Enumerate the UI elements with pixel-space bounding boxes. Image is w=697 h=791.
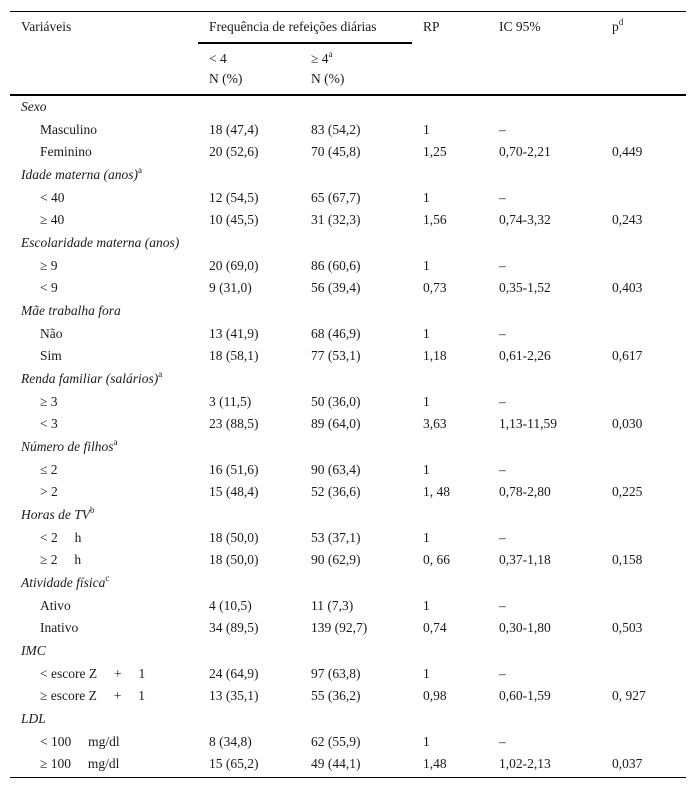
header-variaveis: Variáveis xyxy=(21,19,72,34)
cell-ic: – xyxy=(499,666,506,681)
cell-c2: 52 (36,6) xyxy=(311,484,361,499)
header-frequencia: Frequência de refeições diárias xyxy=(209,19,377,34)
header-ic: IC 95% xyxy=(499,19,541,34)
cell-ic: – xyxy=(499,190,506,205)
cell-ic: – xyxy=(499,122,506,137)
cell-label: Não xyxy=(40,326,63,341)
cell-c1: 13 (35,1) xyxy=(209,688,259,703)
header-p-sup: d xyxy=(618,16,624,27)
cell-rp: 1 xyxy=(423,326,430,341)
cell-c2: 89 (64,0) xyxy=(311,416,361,431)
cell-c1: 24 (64,9) xyxy=(209,666,259,681)
cell-rp: 1,18 xyxy=(423,348,447,363)
cell-rp: 1 xyxy=(423,190,430,205)
cell-c1: 20 (52,6) xyxy=(209,144,259,159)
cell-p: 0,243 xyxy=(612,212,643,227)
cell-rp: 0,74 xyxy=(423,620,447,635)
cell-ic: 0,35-1,52 xyxy=(499,280,551,295)
cell-ic: 0,70-2,21 xyxy=(499,144,551,159)
cell-c1: 8 (34,8) xyxy=(209,734,252,749)
cell-p: 0,225 xyxy=(612,484,643,499)
cell-rp: 1, 48 xyxy=(423,484,450,499)
section-title-sup: a xyxy=(113,436,118,447)
cell-c1: 23 (88,5) xyxy=(209,416,259,431)
cell-c1: 20 (69,0) xyxy=(209,258,259,273)
cell-c2: 31 (32,3) xyxy=(311,212,361,227)
bottom-rule xyxy=(10,777,686,778)
cell-ic: 0,30-1,80 xyxy=(499,620,551,635)
cell-c2: 90 (63,4) xyxy=(311,462,361,477)
cell-rp: 0,73 xyxy=(423,280,447,295)
cell-c2: 90 (62,9) xyxy=(311,552,361,567)
cell-label: Sim xyxy=(40,348,62,363)
cell-label: < 40 xyxy=(40,190,65,205)
cell-rp: 3,63 xyxy=(423,416,447,431)
cell-c1: 12 (54,5) xyxy=(209,190,259,205)
cell-label: ≥ 3 xyxy=(40,394,58,409)
cell-p: 0,403 xyxy=(612,280,643,295)
cell-c1: 18 (58,1) xyxy=(209,348,259,363)
cell-ic: – xyxy=(499,462,506,477)
cell-c1: 16 (51,6) xyxy=(209,462,259,477)
cell-label: ≥ 100 mg/dl xyxy=(40,756,120,771)
cell-label: ≥ 2 h xyxy=(40,552,82,567)
cell-c2: 62 (55,9) xyxy=(311,734,361,749)
cell-c2: 65 (67,7) xyxy=(311,190,361,205)
cell-label: Ativo xyxy=(40,598,71,613)
cell-ic: – xyxy=(499,326,506,341)
cell-ic: – xyxy=(499,258,506,273)
cell-label: Feminino xyxy=(40,144,92,159)
section-title-sup: a xyxy=(137,164,142,175)
cell-ic: 0,37-1,18 xyxy=(499,552,551,567)
cell-ic: 0,61-2,26 xyxy=(499,348,551,363)
cell-rp: 1 xyxy=(423,598,430,613)
section-title: Renda familiar (salários)$^a$ xyxy=(21,368,163,386)
header-col1-line2: N (%) xyxy=(209,71,243,86)
cell-label: < 3 xyxy=(40,416,58,431)
cell-label: ≥ escore Z + 1 xyxy=(40,688,145,703)
cell-rp: 1 xyxy=(423,666,430,681)
header-col2-line1: ≥ $4^a$ xyxy=(311,48,333,66)
top-rule xyxy=(10,11,686,12)
cell-c2: 83 (54,2) xyxy=(311,122,361,137)
section-title: Sexo xyxy=(21,99,47,114)
cell-label: Masculino xyxy=(40,122,97,137)
cell-c2: 11 (7,3) xyxy=(311,598,354,613)
cell-ic: 0,60-1,59 xyxy=(499,688,551,703)
cell-label: < escore Z + 1 xyxy=(40,666,146,681)
section-title-sup: c xyxy=(105,572,110,583)
section-title-sup: a xyxy=(158,368,163,379)
cell-c2: 97 (63,8) xyxy=(311,666,361,681)
cell-label: ≥ 40 xyxy=(40,212,65,227)
cell-c1: 4 (10,5) xyxy=(209,598,252,613)
cell-c1: 13 (41,9) xyxy=(209,326,259,341)
header-col2-line2: N (%) xyxy=(311,71,345,86)
header-col1-line1: < 4 xyxy=(209,51,227,66)
cell-ic: – xyxy=(499,530,506,545)
cell-p: 0,449 xyxy=(612,144,643,159)
cell-c1: 10 (45,5) xyxy=(209,212,259,227)
cell-ic: – xyxy=(499,734,506,749)
section-title: Atividade física$^c$ xyxy=(21,572,110,590)
cell-ic: – xyxy=(499,394,506,409)
cell-label: Inativo xyxy=(40,620,79,635)
cell-rp: 1 xyxy=(423,462,430,477)
cell-rp: 1 xyxy=(423,394,430,409)
cell-rp: 0, 66 xyxy=(423,552,450,567)
cell-ic: – xyxy=(499,598,506,613)
cell-ic: 1,13-11,59 xyxy=(499,416,557,431)
cell-c2: 49 (44,1) xyxy=(311,756,361,771)
cell-rp: 1,56 xyxy=(423,212,447,227)
cell-c2: 86 (60,6) xyxy=(311,258,361,273)
cell-c1: 18 (47,4) xyxy=(209,122,259,137)
section-title: LDL xyxy=(21,711,46,726)
cell-p: 0,030 xyxy=(612,416,643,431)
section-title: Número de filhos$^a$ xyxy=(21,436,118,454)
cell-c2: 56 (39,4) xyxy=(311,280,361,295)
header-p: $p^d$ xyxy=(612,16,624,34)
cell-label: > 2 xyxy=(40,484,58,499)
cell-c2: 68 (46,9) xyxy=(311,326,361,341)
frequency-span-rule xyxy=(198,42,412,44)
cell-rp: 1,25 xyxy=(423,144,447,159)
cell-rp: 1 xyxy=(423,258,430,273)
cell-ic: 0,74-3,32 xyxy=(499,212,551,227)
header-rule xyxy=(10,94,686,96)
cell-p: 0,617 xyxy=(612,348,643,363)
cell-p: 0,037 xyxy=(612,756,643,771)
cell-rp: 1 xyxy=(423,122,430,137)
section-title: IMC xyxy=(21,643,46,658)
header-rp: RP xyxy=(423,19,440,34)
cell-c2: 53 (37,1) xyxy=(311,530,361,545)
cell-rp: 1,48 xyxy=(423,756,447,771)
cell-rp: 1 xyxy=(423,734,430,749)
cell-label: ≤ 2 xyxy=(40,462,58,477)
cell-rp: 1 xyxy=(423,530,430,545)
cell-ic: 0,78-2,80 xyxy=(499,484,551,499)
cell-p: 0,158 xyxy=(612,552,643,567)
cell-c2: 50 (36,0) xyxy=(311,394,361,409)
cell-c1: 18 (50,0) xyxy=(209,552,259,567)
section-title: Idade materna (anos)$^a$ xyxy=(21,164,142,182)
section-title-sup: b xyxy=(90,504,95,515)
cell-c1: 9 (31,0) xyxy=(209,280,252,295)
cell-c2: 70 (45,8) xyxy=(311,144,361,159)
section-title: Horas de $TV^b$ xyxy=(21,504,95,522)
header-col2-sup: a xyxy=(328,48,333,59)
section-title: Mãe trabalha fora xyxy=(21,303,121,318)
cell-p: 0, 927 xyxy=(612,688,646,703)
cell-c1: 18 (50,0) xyxy=(209,530,259,545)
cell-label: ≥ 9 xyxy=(40,258,58,273)
cell-c2: 139 (92,7) xyxy=(311,620,368,635)
cell-label: < 9 xyxy=(40,280,58,295)
cell-label: < 2 h xyxy=(40,530,82,545)
cell-c1: 15 (65,2) xyxy=(209,756,259,771)
cell-p: 0,503 xyxy=(612,620,643,635)
cell-c1: 15 (48,4) xyxy=(209,484,259,499)
section-title: Escolaridade materna (anos) xyxy=(21,235,180,250)
cell-rp: 0,98 xyxy=(423,688,447,703)
cell-c2: 55 (36,2) xyxy=(311,688,361,703)
cell-c2: 77 (53,1) xyxy=(311,348,361,363)
cell-label: < 100 mg/dl xyxy=(40,734,120,749)
cell-ic: 1,02-2,13 xyxy=(499,756,551,771)
cell-c1: 34 (89,5) xyxy=(209,620,259,635)
cell-c1: 3 (11,5) xyxy=(209,394,252,409)
